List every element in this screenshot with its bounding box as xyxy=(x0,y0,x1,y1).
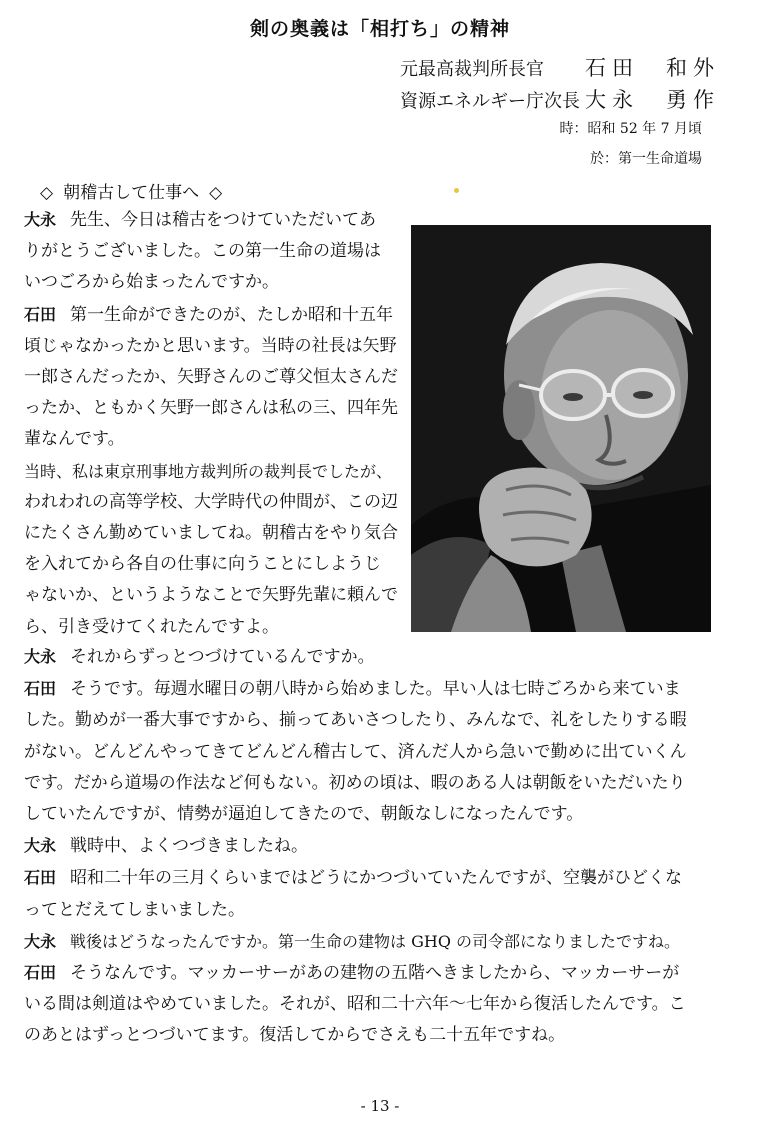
line-text: ゃないか、というようなことで矢野先輩に頼んで xyxy=(24,585,398,606)
text-line xyxy=(24,799,687,830)
line-text: にたくさん勤めていましてね。朝稽古をやり気合 xyxy=(24,523,398,544)
line-text: のあとはずっとつづいてます。復活してからでさえも二十五年ですね。 xyxy=(24,1025,566,1046)
text-line xyxy=(24,957,687,989)
line-text: ってとだえてしまいました。 xyxy=(24,899,245,920)
text-line xyxy=(24,862,687,894)
line-text: 頃じゃなかったかと思います。当時の社長は矢野 xyxy=(24,335,397,356)
line-text: した。勤めが一番大事ですから、揃ってあいさつしたり、みんなで、礼をしたりする暇 xyxy=(24,710,687,731)
line-text: いる間は剣道はやめていました。それが、昭和二十六年～七年から復活したんです。こ xyxy=(24,994,686,1015)
text-line xyxy=(24,612,398,643)
participant-ishida xyxy=(400,52,720,82)
text-line xyxy=(24,737,687,768)
line-text: りがとうございました。この第一生命の道場は xyxy=(24,241,381,262)
line-text: 先生、今日は稽古をつけていただいてあ xyxy=(70,210,377,230)
section-heading-text: 朝稽古して仕事へ xyxy=(63,183,200,203)
speaker-label: 石田 xyxy=(24,868,57,888)
line-text: がない。どんどんやってきてどんどん稽古して、済んだ人から急いで勤めに出ていくん xyxy=(24,741,687,762)
text-line xyxy=(24,362,398,393)
ink-speck xyxy=(454,188,459,193)
diamond-icon: ◇ xyxy=(40,183,54,203)
line-text: 輩なんです。 xyxy=(24,429,125,450)
portrait-photo xyxy=(411,225,711,632)
text-line xyxy=(24,236,398,267)
line-text: それからずっとつづけているんですか。 xyxy=(70,647,375,667)
speaker-label: 石田 xyxy=(24,679,57,699)
line-text: いつごろから始まったんですか。 xyxy=(24,272,279,293)
line-text: 戦後はどうなったんですか。第一生命の建物は GHQ の司令部になりましたですね。 xyxy=(70,931,681,951)
text-line xyxy=(24,830,687,862)
text-line xyxy=(24,895,687,926)
interview-place: 於：第一生命道場 xyxy=(590,151,702,167)
participant-name: 大永 勇作 xyxy=(585,88,720,112)
line-text: ら、引き受けてくれたんですよ。 xyxy=(24,616,279,637)
participant-role: 資源エネルギー庁次長 xyxy=(400,91,580,112)
text-line xyxy=(24,926,687,957)
text-line xyxy=(24,580,398,611)
portrait-photo-svg xyxy=(411,225,711,632)
text-line xyxy=(24,989,687,1020)
line-text: ったか、ともかく矢野一郎さんは私の三、四年先 xyxy=(24,398,398,419)
text-line xyxy=(24,424,398,455)
text-line xyxy=(24,1020,687,1051)
narrow-text-column xyxy=(24,204,398,643)
participant-onaga xyxy=(400,84,720,114)
text-line xyxy=(24,487,398,518)
line-text: していたんですが、情勢が逼迫してきたので、朝飯なしになったんです。 xyxy=(24,804,584,825)
text-line xyxy=(24,267,398,298)
speaker-label: 石田 xyxy=(24,963,57,983)
line-text: 昭和二十年の三月くらいまではどうにかつづいていたんですが、空襲がひどくな xyxy=(70,868,683,889)
line-text: です。だから道場の作法など何もない。初めの頃は、暇のある人は朝飯をいただいたり xyxy=(24,772,686,793)
participant-role: 元最高裁判所長官 xyxy=(400,59,544,80)
diamond-icon: ◇ xyxy=(209,183,223,203)
text-line xyxy=(24,549,398,580)
line-text: そうです。毎週水曜日の朝八時から始めました。早い人は七時ごろから来ていま xyxy=(70,679,681,700)
line-text: 当時、私は東京刑事地方裁判所の裁判長でしたが、 xyxy=(24,461,393,481)
text-line xyxy=(24,705,687,736)
section-heading xyxy=(40,178,232,203)
page-number: - 13 - xyxy=(360,1097,400,1115)
text-line xyxy=(24,641,687,673)
text-line xyxy=(24,393,398,424)
line-text: われわれの高等学校、大学時代の仲間が、この辺 xyxy=(24,491,398,512)
participant-name: 石田 和外 xyxy=(585,56,720,80)
speaker-label: 大永 xyxy=(24,210,57,229)
line-text: 戦時中、よくつづきましたね。 xyxy=(70,836,309,857)
text-line xyxy=(24,456,398,487)
article-title: 剣の奥義は「相打ち」の精神 xyxy=(249,18,510,40)
speaker-label: 大永 xyxy=(24,836,57,856)
speaker-label: 大永 xyxy=(24,931,57,951)
line-text: 一郎さんだったか、矢野さんのご尊父恒太さんだ xyxy=(24,367,398,388)
line-text: そうなんです。マッカーサーがあの建物の五階へきましたから、マッカーサーが xyxy=(70,963,680,984)
text-line xyxy=(24,299,398,331)
interview-time: 時：昭和 52 年 7 月頃 xyxy=(559,121,702,137)
line-text: 第一生命ができたのが、たしか昭和十五年 xyxy=(70,304,394,325)
speaker-label: 大永 xyxy=(24,647,57,666)
wide-text-column xyxy=(24,641,687,1052)
text-line xyxy=(24,204,398,236)
text-line xyxy=(24,331,398,362)
text-line xyxy=(24,673,687,705)
text-line xyxy=(24,518,398,549)
text-line xyxy=(24,768,687,799)
line-text: を入れてから各自の仕事に向うことにしようじ xyxy=(24,554,381,575)
speaker-label: 石田 xyxy=(24,304,57,324)
